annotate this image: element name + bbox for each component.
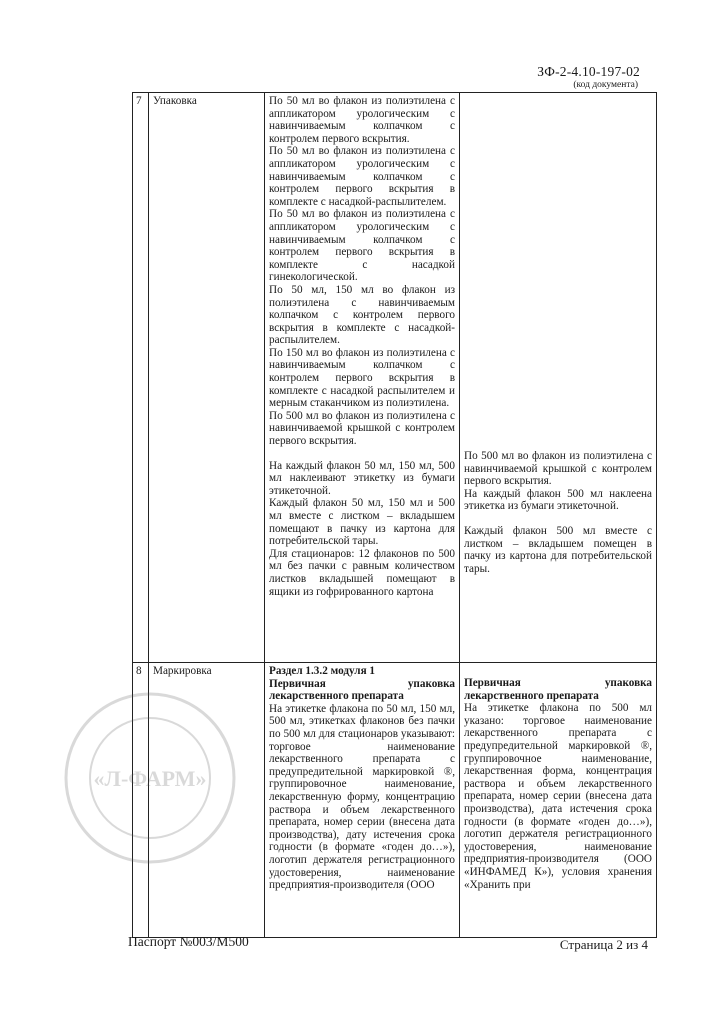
old-paragraph: Для стационаров: 12 флаконов по 500 мл без пачки с равным количеством листков вкладышей помещают в ящики из гофрированного картона bbox=[269, 547, 455, 598]
old-paragraph: На каждый флакон 50 мл, 150 мл, 500 мл наклеивают этикетку из бумаги этикеточной. bbox=[269, 459, 455, 497]
old-paragraph: По 50 мл, 150 мл во флакон из полиэтилена с навинчиваемым колпачком с контролем первого вскрытия в комплекте с насадкой-распылителем. bbox=[269, 283, 455, 347]
old-heading: Первичная упаковка лекарственного препарата bbox=[269, 677, 455, 703]
old-paragraph: По 150 мл во флакон из полиэтилена с навинчиваемым колпачком с контролем первого вскрытия в комплекте с насадкой распылителем и мерным стаканчиком из полиэтилена. bbox=[269, 346, 455, 410]
row-number: 7 bbox=[133, 93, 149, 663]
row-name: Упаковка bbox=[149, 93, 265, 663]
row-name: Маркировка bbox=[149, 663, 265, 938]
page-number: Страница 2 из 4 bbox=[559, 937, 648, 952]
new-labeling-text: На этикетке флакона по 500 мл указано: торговое наименование лекарственного препарата с предупредительной маркировкой ®, группировочное наименование, лекарственная форма, концентрация раствора и объем лекарственного препарата, номер серии (внесена дата производства), дата истечения срока годности (в формате «годен до…»), логотип держателя регистрационного удостоверения, наименование предприятия-производителя (ООО «ИНФАМЕД К»), условия хранения «Хранить при bbox=[464, 702, 652, 891]
stamp-text: «Л-ФАРМ» bbox=[93, 766, 207, 791]
table-row bbox=[133, 93, 657, 663]
old-content-cell bbox=[265, 93, 460, 663]
old-labeling-text: На этикетке флакона по 50 мл, 150 мл, 500 мл, этикетках флаконов без пачки по 500 мл для стационаров указывают: торговое наименование лекарственного препарата с предупредительной маркировкой ®, группировочное наименование, лекарственную форму, концентрацию раствора и объем лекарственного препарата, номер серии (внесена дата производства), дату истечения срока годности (в формате «годен до…»), логотип держателя регистрационного удостоверения, наименование предприятия-производителя (ООО bbox=[269, 702, 455, 892]
new-heading: Первичная упаковка лекарственного препарата bbox=[464, 677, 652, 702]
document-code: ЗФ-2-4.10-197-02 bbox=[537, 64, 640, 79]
new-paragraph: Каждый флакон 500 мл вместе с листком – вкладышем помещен в пачку из картона для потребительской тары. bbox=[464, 524, 652, 575]
passport-number: Паспорт №003/М500 bbox=[128, 934, 249, 949]
old-paragraph: Каждый флакон 50 мл, 150 мл и 500 мл вместе с листком – вкладышем помещают в пачку из картона для потребительской тары. bbox=[269, 497, 455, 548]
document-code-caption: (код документа) bbox=[573, 80, 638, 90]
old-paragraph: По 50 мл во флакон из полиэтилена с аппликатором урологическим с навинчиваемым колпачком с контролем первого вскрытия в комплекте с насадкой-распылителем. bbox=[269, 145, 455, 208]
old-paragraph: По 50 мл во флакон из полиэтилена с аппликатором урологическим с навинчиваемым колпачком с контролем первого вскрытия. bbox=[269, 95, 455, 145]
new-content-cell bbox=[460, 93, 657, 663]
old-paragraph: По 500 мл во флакон из полиэтилена с навинчиваемой крышкой с контролем первого вскрытия. bbox=[269, 409, 455, 448]
old-content-cell bbox=[265, 663, 460, 938]
section-reference: Раздел 1.3.2 модуля 1 bbox=[269, 665, 376, 677]
new-paragraph: По 500 мл во флакон из полиэтилена с навинчиваемой крышкой с контролем первого вскрытия. bbox=[464, 450, 652, 488]
row-number: 8 bbox=[133, 663, 149, 938]
old-paragraph: По 50 мл во флакон из полиэтилена с аппликатором урологическим с навинчиваемым колпачком с контролем первого вскрытия в комплекте с насадкой гинекологической. bbox=[269, 208, 455, 284]
new-content-cell bbox=[460, 663, 657, 938]
new-paragraph: На каждый флакон 500 мл наклеена этикетка из бумаги этикеточной. bbox=[464, 487, 652, 513]
company-stamp bbox=[62, 690, 238, 866]
